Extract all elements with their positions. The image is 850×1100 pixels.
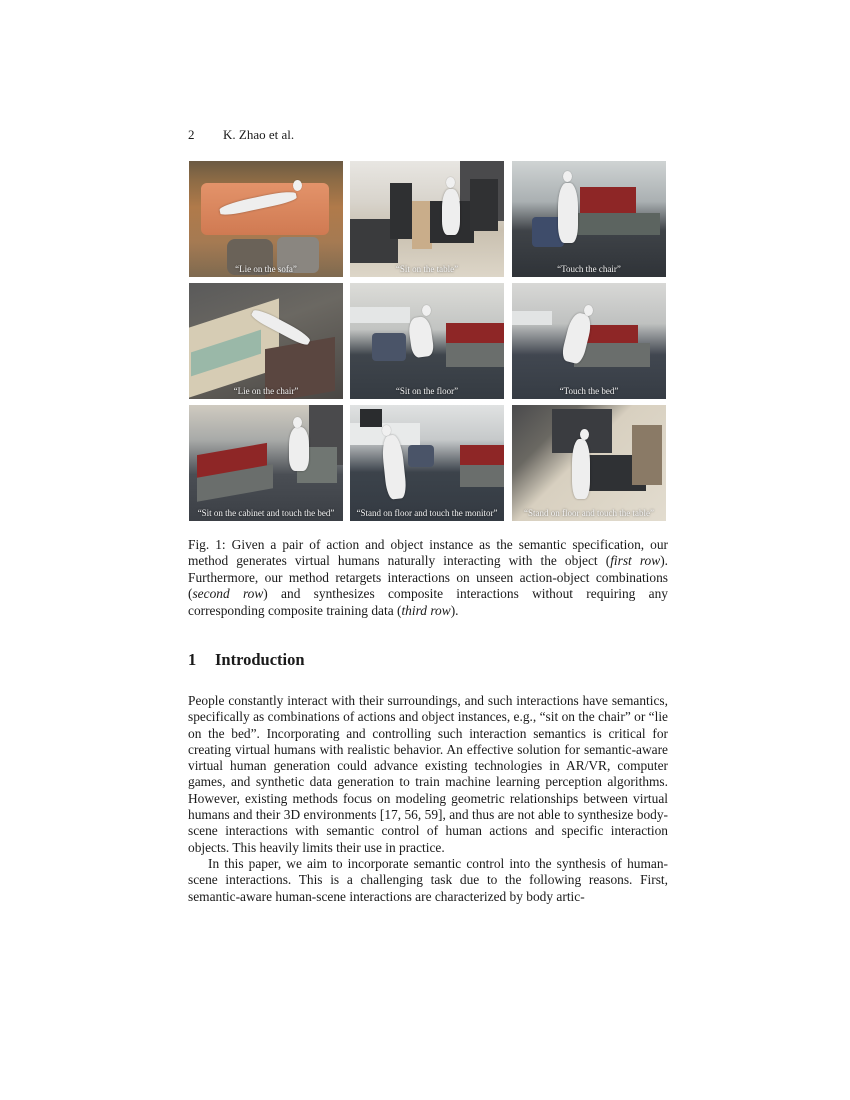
bed — [446, 323, 504, 345]
scene-monitor — [350, 405, 504, 521]
chair — [372, 333, 406, 361]
figure-panel-sit-on-table — [350, 161, 504, 277]
booth-seat — [390, 183, 412, 239]
running-head-authors: K. Zhao et al. — [223, 127, 295, 142]
figure-panel-touch-bed — [512, 283, 666, 399]
human-head — [422, 305, 431, 316]
paragraph: People constantly interact with their surroundings, and such interactions have semantics, specifically as combinations of actions and object instances, e.g., “sit on the chair” or “lie on the bed”. Incorporating and controlling such interaction semantics is critical for creating virtual humans with realistic behavior. An effective solution for semantic-aware virtual human generation could advance existing technologies in AR/VR, computer games, and synthetic data generation to train machine learning perception algorithms. However, existing methods focus on modeling geometric relationships between virtual humans and their 3D environments [17, 56, 59], and thus are not able to synthesize body-scene interactions with semantic control of human actions and specific interaction objects. This heavily limits their use in practice. — [188, 693, 668, 855]
caption-text: Given a pair of action and object instance as the semantic specification, our method generates virtual humans naturally interacting with the object ( — [188, 537, 668, 569]
running-head — [188, 127, 294, 143]
scene-floor — [350, 283, 504, 399]
panel-caption: “Lie on the chair” — [233, 386, 299, 396]
figure-panel-stand-touch-table — [512, 405, 666, 521]
bed-base — [446, 343, 504, 367]
caption-emphasis: third row — [401, 602, 451, 618]
figure-caption — [188, 537, 668, 619]
bed — [580, 187, 636, 215]
chair — [408, 445, 434, 467]
caption-text: ). — [450, 602, 459, 618]
figure-1 — [189, 161, 666, 522]
human-head — [563, 171, 572, 182]
booth-divider — [412, 201, 432, 249]
figure-panel-sit-on-floor — [350, 283, 504, 399]
figure-panel-lie-on-sofa — [189, 161, 343, 277]
scene-bed — [512, 283, 666, 399]
desk — [350, 307, 410, 323]
monitor — [360, 409, 382, 427]
panel-caption: “Sit on the cabinet and touch the bed” — [197, 508, 335, 518]
panel-caption: “Stand on floor and touch the monitor” — [356, 508, 498, 518]
virtual-human — [289, 427, 309, 471]
bed-base — [460, 465, 504, 487]
caption-emphasis: second row — [192, 586, 264, 602]
virtual-human — [572, 439, 590, 499]
figure-panel-stand-touch-monitor — [350, 405, 504, 521]
panel-caption: “Lie on the sofa” — [235, 264, 297, 274]
human-head — [580, 429, 589, 440]
human-head — [584, 305, 593, 316]
human-head — [446, 177, 455, 188]
paragraph: In this paper, we aim to incorporate semantic control into the synthesis of human-scene interactions. This is a challenging task due to the following reasons. First, semantic-aware human-scene interactions are characterized by body artic- — [188, 855, 668, 904]
panel-caption: “Touch the bed” — [559, 386, 619, 396]
booth-back — [470, 179, 498, 231]
panel-caption: “Sit on the floor” — [395, 386, 459, 396]
scene-cabinet-bed — [189, 405, 343, 521]
scene-table-stand — [512, 405, 666, 521]
scene-chair-lie — [189, 283, 343, 399]
bed — [460, 445, 504, 467]
scene-sofa — [189, 161, 343, 277]
section-title: Introduction — [215, 650, 305, 669]
figure-panel-touch-chair — [512, 161, 666, 277]
human-head — [382, 425, 391, 436]
figure-panel-lie-on-chair — [189, 283, 343, 399]
virtual-human — [442, 189, 460, 235]
human-head — [293, 180, 302, 191]
desk — [512, 311, 552, 325]
panel-caption: “Touch the chair” — [557, 264, 621, 274]
body-text — [188, 693, 668, 905]
virtual-human — [407, 316, 434, 359]
scene-chair — [512, 161, 666, 277]
human-head — [293, 417, 302, 428]
panel-caption: “Stand on floor and touch the table” — [524, 508, 654, 518]
figure-label: Fig. 1: — [188, 537, 226, 552]
virtual-human — [558, 183, 578, 243]
caption-text: ) and synthesizes composite interactions without requiring any corresponding composite training data ( — [188, 586, 669, 618]
page-number: 2 — [188, 127, 195, 142]
section-number: 1 — [188, 650, 197, 669]
section-heading — [188, 650, 305, 670]
figure-panel-sit-cabinet-touch-bed — [189, 405, 343, 521]
bed-base — [576, 213, 660, 235]
panel-caption: “Sit on the table” — [395, 264, 459, 274]
caption-emphasis: first row — [610, 553, 661, 569]
caption-text: ). Furthermore, our method retargets interactions on unseen action-object combinations ( — [188, 553, 668, 602]
cabinet — [632, 425, 662, 485]
scene-table — [350, 161, 504, 277]
